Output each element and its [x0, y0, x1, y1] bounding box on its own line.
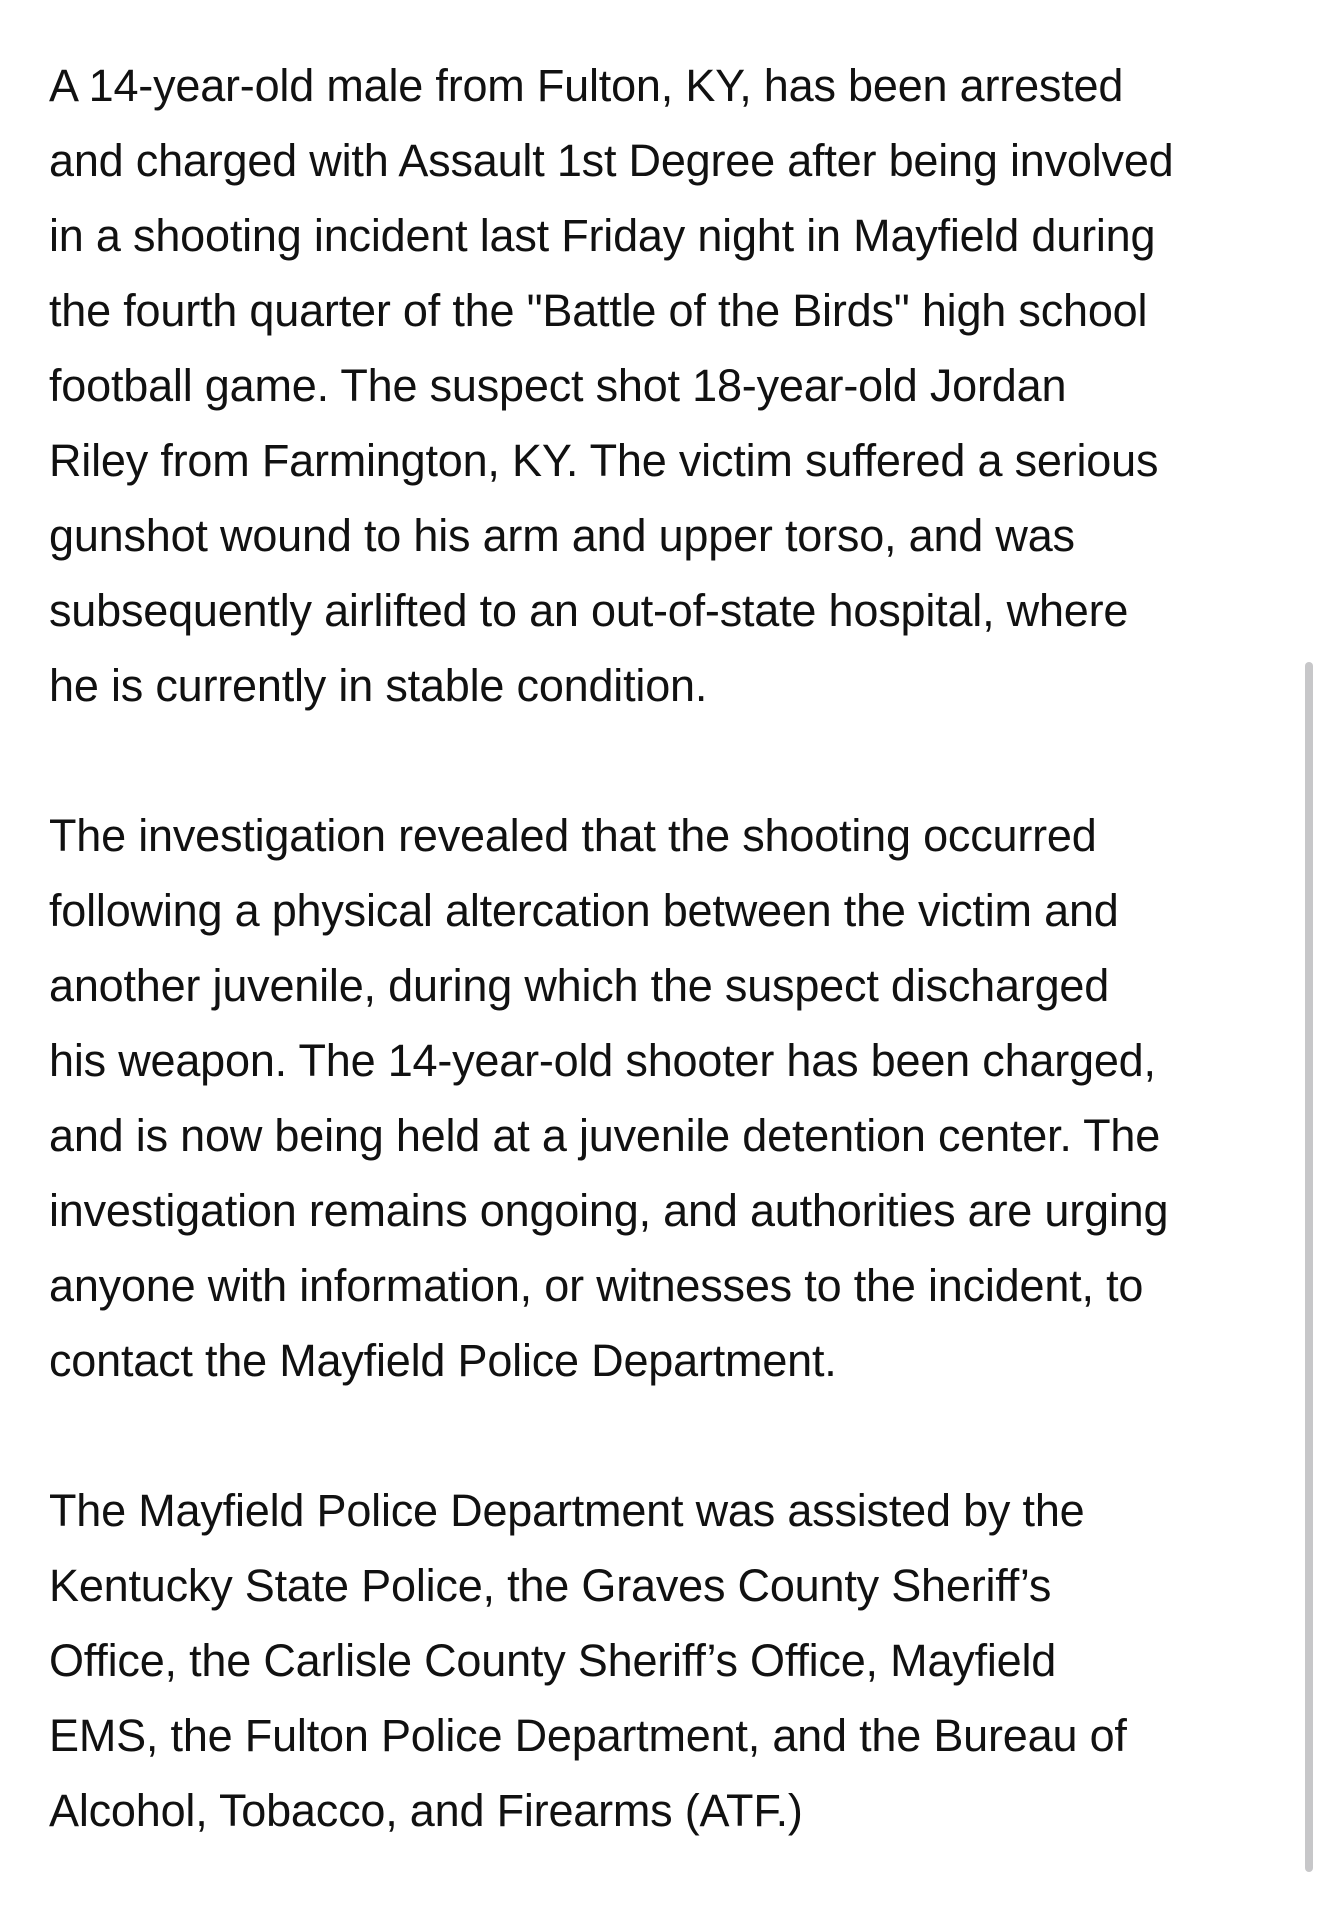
text-line: contact the Mayfield Police Department.: [49, 1335, 837, 1386]
text-line: following a physical altercation between the victim and: [49, 885, 1119, 936]
text-line: the fourth quarter of the "Battle of the Birds" high school: [49, 285, 1148, 336]
paragraph-assisting-agencies: [49, 1473, 1279, 1848]
text-line: Riley from Farmington, KY. The victim suffered a serious: [49, 435, 1159, 486]
paragraph-investigation: [49, 798, 1279, 1398]
text-line: A 14-year-old male from Fulton, KY, has been arrested: [49, 60, 1124, 111]
text-line: anyone with information, or witnesses to the incident, to: [49, 1260, 1144, 1311]
text-line: The investigation revealed that the shooting occurred: [49, 810, 1097, 861]
text-line: his weapon. The 14-year-old shooter has been charged,: [49, 1035, 1156, 1086]
vertical-scrollbar[interactable]: [1305, 662, 1313, 1872]
text-line: Alcohol, Tobacco, and Firearms (ATF.): [49, 1785, 803, 1836]
text-line: he is currently in stable condition.: [49, 660, 708, 711]
text-line: investigation remains ongoing, and authorities are urging: [49, 1185, 1169, 1236]
text-line: gunshot wound to his arm and upper torso, and was: [49, 510, 1075, 561]
text-line: another juvenile, during which the suspect discharged: [49, 960, 1110, 1011]
text-line: football game. The suspect shot 18-year-old Jordan: [49, 360, 1067, 411]
text-line: and charged with Assault 1st Degree after being involved: [49, 135, 1174, 186]
text-line: Office, the Carlisle County Sheriff’s Office, Mayfield: [49, 1635, 1057, 1686]
paragraph-arrest: [49, 48, 1279, 723]
text-line: EMS, the Fulton Police Department, and the Bureau of: [49, 1710, 1127, 1761]
text-line: The Mayfield Police Department was assisted by the: [49, 1485, 1085, 1536]
article-body: [49, 48, 1279, 1923]
text-line: subsequently airlifted to an out-of-state hospital, where: [49, 585, 1129, 636]
text-line: Kentucky State Police, the Graves County Sheriff’s: [49, 1560, 1052, 1611]
text-line: in a shooting incident last Friday night in Mayfield during: [49, 210, 1156, 261]
text-line: and is now being held at a juvenile detention center. The: [49, 1110, 1161, 1161]
